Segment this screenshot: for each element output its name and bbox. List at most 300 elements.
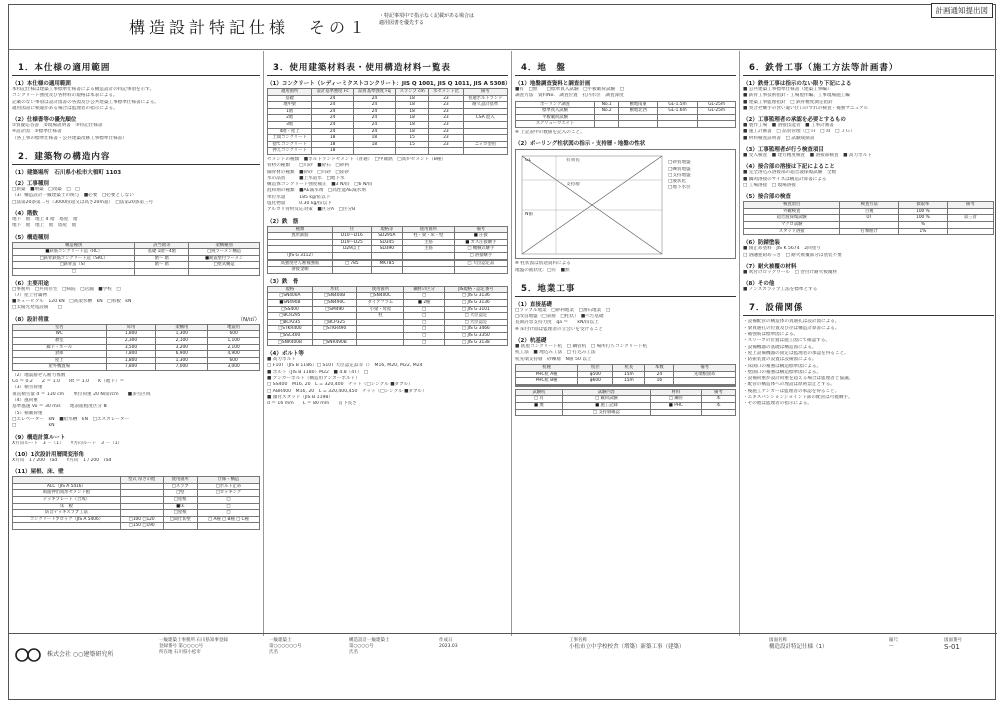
- column-steel-equipment: [740, 51, 997, 636]
- table-row: [13, 503, 260, 510]
- sub-heading: （6）主要用途: [12, 280, 49, 287]
- sub-heading: （6）防錆塗装: [743, 240, 780, 247]
- table-cell: [332, 252, 371, 259]
- text-line: ・床開口の補強は構造標準図による。: [743, 363, 822, 369]
- table-cell: □BCP235: [268, 319, 313, 326]
- table-cell: [268, 239, 333, 246]
- table-cell: 両面押出成形セメント板: [13, 490, 121, 497]
- sub-heading: （3）鉄 骨: [267, 278, 299, 285]
- table-cell: 3階: [268, 121, 312, 128]
- sub-heading: （3）工事監理者が行う検査項目: [743, 147, 824, 154]
- design-load-title: （8）設計荷重: [12, 316, 49, 323]
- column-header: 仕様・構造: [197, 477, 259, 484]
- text-block: [12, 458, 260, 464]
- text-line: ※ 柱状図は別途資料による: [515, 261, 571, 267]
- text-line: 地下 階 地上 4 階 塔屋 階: [12, 216, 78, 222]
- text-line: ・壁開口の補強は構造標準図による。: [743, 369, 822, 375]
- table-cell: [120, 510, 163, 517]
- column-header: 検査方法: [840, 202, 899, 209]
- table-cell: [947, 208, 993, 215]
- boring-legend: [668, 160, 691, 191]
- table-cell: 23: [429, 128, 463, 135]
- table-cell: 18: [395, 128, 428, 135]
- table-header-row: [744, 202, 994, 209]
- table-cell: 18: [395, 102, 428, 109]
- column-header: 品質基準強度 Fq: [353, 89, 395, 96]
- table-cell: 15: [395, 141, 428, 148]
- table-cell: 階～ 階: [135, 255, 189, 262]
- table-cell: [163, 523, 197, 530]
- table-cell: [120, 490, 163, 497]
- table-cell: 平板載荷試験: [516, 114, 595, 121]
- engineer-line: 第○○○○号: [349, 644, 374, 649]
- boring-label: 有効長: [566, 158, 580, 164]
- text-line: （3）構造設計一級建築士の関与 ■必要 □必要としない: [12, 193, 134, 199]
- table-cell: □ 785: [332, 260, 371, 267]
- table-cell: コンクリートブロック（JIS A 5406）: [13, 516, 121, 523]
- table-cell: GL-25m: [698, 101, 736, 108]
- table-cell: ■ 施工記録: [562, 402, 650, 409]
- text-line: ■ 公共建築工事標準仕様書（建築工事編）: [743, 87, 832, 92]
- table-cell: 600: [208, 331, 260, 338]
- text-block: [743, 319, 994, 407]
- table-cell: [650, 409, 701, 416]
- text-line: 混和剤の種類 ■AE減水剤 □高性能AE減水剤: [267, 188, 366, 194]
- table-cell: 基礎: [268, 95, 312, 102]
- table-header-row: [13, 477, 260, 484]
- column-header: 水セメント比: [429, 89, 463, 96]
- table-cell: □SN490C: [312, 299, 357, 306]
- table-row: [268, 141, 508, 148]
- table-cell: □ 機械式継手: [454, 246, 507, 253]
- sub-heading: （8）その他: [743, 281, 775, 288]
- table-cell: CSA 混入: [463, 115, 507, 122]
- table-cell: 24: [312, 108, 354, 115]
- table-row: [268, 252, 508, 259]
- text-line: ■ 吹付けロックウール □ 巻付け耐火被覆材: [743, 269, 838, 275]
- table-cell: □屋根: [163, 496, 197, 503]
- table-cell: UT: [840, 215, 899, 222]
- text-line: d ＝ 16 mm L ＝ 80 mm 首下長さ: [267, 401, 357, 407]
- text-line: ■ 既製コンクリート杭 □ 鋼管杭 □ 場所打ちコンクリート杭: [515, 344, 648, 350]
- table-cell: [516, 409, 563, 416]
- table-row: [268, 108, 508, 115]
- table-cell: □SN400C: [357, 293, 404, 300]
- text-line: 地盤の液状化：□有 ■無: [515, 267, 570, 273]
- table-cell: 基礎 1階～4階: [135, 249, 189, 256]
- table-cell: 7,800: [106, 364, 156, 371]
- table-cell: □SSC400: [268, 332, 313, 339]
- table-row: [13, 255, 260, 262]
- column-header: 備考: [454, 226, 507, 233]
- table-cell: 600: [208, 357, 260, 364]
- table-cell: □: [404, 332, 444, 339]
- table-header-row: [268, 226, 508, 233]
- table-row: [516, 385, 736, 386]
- table-cell: [463, 108, 507, 115]
- table-cell: [403, 260, 455, 267]
- table-cell: 24: [353, 121, 395, 128]
- table-cell: 1%: [899, 228, 948, 235]
- sub-heading: （2）ボーリング柱状図の指示・支持層・地盤の性状: [515, 141, 646, 148]
- table-cell: □: [404, 306, 444, 313]
- text-block: [743, 123, 994, 142]
- table-cell: [698, 121, 736, 128]
- text-line: □ 溶融亜鉛めっき □ 耐火被覆部分は塗装不要: [743, 252, 842, 258]
- sub-heading: （4）階数: [12, 210, 38, 217]
- sub-heading: [12, 315, 260, 323]
- table-cell: [353, 148, 395, 155]
- text-block: [743, 170, 994, 189]
- table-cell: 24: [312, 121, 354, 128]
- boring-log-graphic: [516, 150, 736, 260]
- table-row: [13, 523, 260, 530]
- table-row: [744, 215, 994, 222]
- boring-log-diagram: [515, 149, 736, 259]
- section-heading: 1．本仕様の適用範囲: [12, 57, 260, 76]
- table-cell: □屋根: [163, 510, 197, 517]
- sub-heading: （2）杭基礎: [515, 338, 547, 345]
- table-cell: 18: [312, 141, 354, 148]
- table-cell: 柱: [357, 313, 404, 320]
- table-row: [13, 249, 260, 256]
- firm-logo-icon: [15, 648, 41, 662]
- text-line: ■ 鉄骨工事技術指針・工場製作編、工事現場施工編: [743, 93, 850, 99]
- table-cell: PHC杭 A種: [516, 371, 578, 378]
- column-header: [13, 477, 121, 484]
- table-cell: 耐久設計基準: [463, 102, 507, 109]
- table-row: [516, 396, 736, 403]
- date-label: 作成日: [439, 638, 453, 643]
- text-line: ■ 製作工場 ■ 溶接技能者 ■ 工事計画書: [743, 123, 834, 129]
- column-header: 該当階等: [135, 242, 189, 249]
- table-cell: [619, 121, 657, 128]
- scale-value: ―: [889, 644, 894, 649]
- table-cell: □100 □120: [120, 516, 163, 523]
- engineer-line: 構造設計一級建築士: [349, 638, 390, 643]
- text-line: □事務所 □共同住宅 □病院 □店舗 ■学校 □: [12, 286, 121, 292]
- text-line: X方向ルート 3 －（1） Y方向ルート 3 －（1）: [12, 440, 123, 446]
- table-cell: □ 溶接継手: [454, 252, 507, 259]
- table-cell: φ600: [578, 378, 613, 385]
- table-row: [268, 239, 508, 246]
- table-row: [13, 344, 260, 351]
- text-block: [12, 123, 260, 142]
- table-cell: □SNR490B: [312, 339, 357, 346]
- table-row: [516, 108, 736, 115]
- table-cell: 屋上: [13, 357, 107, 364]
- text-line: ④設計図 ⑤標準仕様書: [12, 129, 62, 135]
- text-line: □エレベーター kN ■給水槽 kN □エスカレーター: [12, 416, 130, 422]
- table-cell: 18: [353, 135, 395, 142]
- text-line: ・補強筋は標準図による。: [743, 332, 799, 338]
- sub-heading: （4）ボルト等: [267, 351, 304, 358]
- text-line: ■ ノンスカラップ工法を標準とする: [743, 287, 818, 293]
- table-cell: 小梁・母屋: [357, 306, 404, 313]
- text-line: □ラップル地業 □砂利地業 □割石地業 □: [515, 307, 611, 313]
- text-line: 構造体コンクリート強度補正 ■3 N/㎡ □6 N/㎡: [267, 182, 373, 188]
- table-cell: [947, 228, 993, 235]
- table-cell: 24: [353, 108, 395, 115]
- load-unit: （N/㎡）: [237, 316, 260, 323]
- table-row: [13, 357, 260, 364]
- table-cell: 15: [395, 135, 428, 142]
- header-note-line: ・特記事項中で指示なく記載がある場合は: [379, 13, 475, 19]
- table-cell: 溶接金網: [268, 267, 333, 274]
- table-cell: [463, 135, 507, 142]
- architect-line: 氏名: [269, 650, 278, 655]
- text-line: X方向 1 / 200 rad Y方向 1 / 200 rad: [12, 457, 112, 463]
- table-row: [13, 516, 260, 523]
- text-line: ・設備荷重が設計荷重を超える場合は監理者と協議。: [743, 376, 854, 382]
- table-cell: 1,800: [106, 331, 156, 338]
- text-block: [12, 87, 260, 112]
- table-cell: □ A種 □ B種 □ C種: [197, 516, 259, 523]
- steel-table: [267, 286, 508, 346]
- table-cell: 敷地北西: [619, 108, 657, 115]
- table-cell: 柱・梁・床・壁: [403, 233, 455, 240]
- table-cell: PHC杭 B種: [516, 378, 578, 385]
- boring-label: N値: [525, 212, 534, 218]
- column-header: 地震用: [208, 324, 260, 331]
- table-cell: SD390: [371, 246, 402, 253]
- column-scope-and-structure: [9, 51, 264, 636]
- sub-heading: （1）本仕様の適用範囲: [12, 81, 71, 87]
- text-block: [743, 246, 994, 259]
- table-cell: 15m: [613, 378, 645, 385]
- table-cell: ■ ガス圧接継手: [454, 239, 507, 246]
- column-header: 備考: [463, 89, 507, 96]
- table-cell: 4階・屋上: [268, 128, 312, 135]
- header-note-line: 適用図書を優先する: [379, 20, 425, 26]
- text-line: ■ アンカーボルト（構造用アンカーボルト）: [267, 376, 360, 381]
- sub-heading: （7）耐火被覆の材料: [743, 263, 797, 270]
- table-row: [744, 208, 994, 215]
- column-header: JIS規格・認定番号: [444, 286, 507, 293]
- table-cell: [619, 114, 657, 121]
- text-line: 水の品質 ■上水道水 □地下水: [267, 175, 345, 181]
- table-cell: [645, 385, 674, 386]
- table-cell: 24: [312, 115, 354, 122]
- table-cell: SD345: [371, 239, 402, 246]
- header-divider: [9, 49, 997, 50]
- text-line: ■有 □無 □標準貫入試験 □平板載荷試験 □: [515, 87, 624, 92]
- table-row: [13, 337, 260, 344]
- table-row: [13, 262, 260, 269]
- text-line: ・設備機器の基礎は構造図による。: [743, 344, 817, 350]
- table-cell: 本: [701, 396, 735, 403]
- table-cell: 3,000: [208, 364, 260, 371]
- text-line: セメントの種類 ■ポルトランドセメント（普通） □中庸熱 □高炉セメント（B種）: [267, 156, 447, 162]
- text-line: 適用図書に相違がある場合は監理者の指示による。: [12, 105, 118, 111]
- column-header: 室名: [13, 324, 107, 331]
- column-header: 本数: [645, 364, 674, 371]
- concrete-table: [267, 88, 508, 155]
- table-header-row: [516, 389, 736, 396]
- table-cell: 土間コンクリート: [268, 135, 312, 142]
- text-line: ■ ボルト（JIS B 1180）M22 ■ 4.8（4T） □: [267, 369, 369, 375]
- table-cell: 24: [645, 371, 674, 378]
- table-cell: □: [404, 313, 444, 320]
- table-cell: 主筋: [403, 246, 455, 253]
- column-header: 架構用: [156, 324, 208, 331]
- text-line: アルカリ骨材反応対策 ■区分A □区分B: [267, 207, 356, 213]
- table-cell: □ボルト止め: [197, 483, 259, 490]
- table-cell: [357, 319, 404, 326]
- table-row: [13, 483, 260, 490]
- text-line: □法第20条第二号（3000㎡超又は高さ20m超） □法第20条第三号: [12, 199, 154, 205]
- sub-heading: （10）1次設計用層間変形角: [12, 451, 84, 458]
- text-line: ■ 錆止め塗料 JIS K 5674 2回塗り: [743, 246, 821, 252]
- sub-heading: （2）鉄 筋: [267, 218, 299, 225]
- table-cell: [357, 326, 404, 333]
- column-header: 試験杭: [516, 389, 563, 396]
- table-cell: 6,900: [156, 351, 208, 358]
- table-cell: No.1: [595, 101, 619, 108]
- table-row: [268, 332, 508, 339]
- table-cell: WC: [13, 331, 107, 338]
- table-cell: □: [404, 326, 444, 333]
- table-cell: 1,800: [106, 357, 156, 364]
- text-line: ・スリーブの位置は施工図にて確認する。: [743, 338, 831, 344]
- column-header: 種類: [268, 226, 333, 233]
- table-cell: 床 板: [13, 503, 121, 510]
- table-cell: [189, 268, 260, 275]
- sub-heading: （9）構造計算ルート: [12, 434, 66, 441]
- table-cell: ■ 圧接: [454, 233, 507, 240]
- column-header: 規格: [268, 286, 313, 293]
- table-cell: ■耐震壁付ラーメン: [189, 255, 260, 262]
- legend-item: □支持地盤: [668, 172, 691, 178]
- drawing-name: 構造設計特記仕様（1）: [769, 644, 828, 650]
- table-cell: D10～D16: [332, 233, 371, 240]
- table-cell: [312, 332, 357, 339]
- sub-heading: （1）地盤調査資料と調査計画: [515, 81, 591, 87]
- table-cell: □ 大臣認定品: [454, 260, 507, 267]
- table-cell: 地中梁: [268, 102, 312, 109]
- project-label: 工事名称: [569, 638, 587, 643]
- table-row: [744, 222, 994, 229]
- table-row: [516, 114, 736, 121]
- table-cell: [197, 523, 259, 530]
- table-cell: 廊下・ホール: [13, 344, 107, 351]
- table-cell: ALC（JIS A 5416）: [13, 483, 121, 490]
- text-line: （4）風荷重: [12, 398, 38, 404]
- sub-heading: （11）屋根、床、壁: [12, 469, 64, 476]
- table-cell: [516, 385, 578, 386]
- table-cell: 教室: [13, 337, 107, 344]
- text-line: ■ 高力ボルト: [267, 357, 296, 363]
- column-header: 適用箇所: [268, 89, 312, 96]
- table-cell: 24: [353, 95, 395, 102]
- table-cell: □ 大臣認定: [444, 319, 507, 326]
- table-cell: [840, 222, 899, 229]
- table-row: [268, 121, 508, 128]
- table-cell: [120, 496, 163, 503]
- sub-heading: （1）直接基礎: [515, 301, 552, 308]
- table-cell: □ JIS G 3136: [444, 299, 507, 306]
- scale-info: [889, 638, 898, 650]
- survey-note: ※ 上記表中の数値を記入のこと。: [515, 129, 585, 135]
- table-cell: 23: [429, 108, 463, 115]
- table-cell: （JIS G 3112）: [268, 252, 333, 259]
- column-header: 杭種: [516, 364, 578, 371]
- table-cell: 2,300: [106, 337, 156, 344]
- table-cell: 7,800: [106, 351, 156, 358]
- table-cell: 24: [353, 115, 395, 122]
- structure-type-table: [12, 242, 260, 276]
- sub-heading: （5）構造種別: [12, 234, 49, 241]
- table-cell: [463, 121, 507, 128]
- text-line: ■ 材料検査証明書 □ 試験成績書: [743, 135, 815, 141]
- text-line: 単位水量 185 kg/㎥以下: [267, 194, 331, 200]
- table-header-row: [516, 364, 736, 371]
- table-cell: [429, 148, 463, 155]
- project-name: 小松市立中学校校舎（増築）新築工事（建築）: [569, 644, 685, 650]
- table-cell: 18: [395, 121, 428, 128]
- table-cell: □ 支持層確認: [562, 409, 650, 416]
- table-row: [13, 351, 260, 358]
- section-heading: 2．建築物の構造内容: [12, 146, 260, 165]
- table-cell: [120, 483, 163, 490]
- text-line: 垂直積雪量 d ＝ 130 cm 単位荷重 20 N/㎡/cm ■多雪区域: [12, 391, 151, 397]
- table-cell: φ500: [578, 371, 613, 378]
- table-cell: [357, 332, 404, 339]
- table-cell: [120, 503, 163, 510]
- table-cell: 標準貫入試験: [516, 108, 595, 115]
- text-block: [12, 441, 260, 447]
- column-header: 径: [332, 226, 371, 233]
- table-cell: [332, 267, 371, 274]
- text-line: 本特記仕様は建築工事標準仕様書による構造設計の特記事項を示す。: [12, 87, 155, 92]
- submission-stamp: 計画通知提出図: [931, 3, 994, 18]
- firm-info-line: 所在地 石川県小松市: [159, 650, 201, 655]
- text-line: ・屋上設備機器の固定は監理者の承認を得ること。: [743, 350, 849, 356]
- table-cell: 超音波探傷試験: [744, 215, 840, 222]
- table-cell: ■ 無: [516, 402, 563, 409]
- text-line: 地下 階 地上 階 塔屋 階: [12, 223, 77, 229]
- text-block: [743, 287, 994, 293]
- legend-item: □地下水位: [668, 185, 691, 191]
- text-block: [267, 357, 508, 407]
- text-line: 基準風速 Vo ＝ 30 m/s 地表面粗度区分 Ⅲ: [12, 404, 107, 410]
- sub-heading: （2）工事監理者の承認を必要とするもの: [743, 117, 846, 124]
- table-cell: 主筋: [403, 239, 455, 246]
- table-cell: No.2: [595, 108, 619, 115]
- design-load-table: [12, 324, 260, 371]
- text-block: [267, 157, 508, 214]
- firm-info-line: 登録番号 第○○○○号: [159, 644, 204, 649]
- table-cell: [135, 268, 189, 275]
- table-cell: □ JIS G 3350: [444, 332, 507, 339]
- table-row: [268, 293, 508, 300]
- column-header: 備考: [674, 364, 736, 371]
- column-header: 備考: [701, 389, 735, 396]
- table-cell: [613, 385, 645, 386]
- text-line: 長期許容支持力度 qa ＝ kN/㎡以上: [515, 320, 599, 326]
- section-heading: 5．地業工事: [515, 278, 736, 297]
- table-cell: 1,100: [208, 337, 260, 344]
- sub-heading: （1）建築場所 石川県小松市大領町 1103: [12, 170, 122, 177]
- table-cell: 高強度せん断補強筋: [268, 260, 333, 267]
- table-cell: □: [13, 268, 135, 275]
- table-row: [268, 299, 508, 306]
- table-row: [516, 101, 736, 108]
- table-cell: 第三者: [947, 215, 993, 222]
- section-heading: 6．鉄骨工事（施工方法等計画書）: [743, 57, 994, 76]
- firm-name: 株式会社 ○○建築研究所: [47, 651, 114, 658]
- table-cell: [595, 114, 619, 121]
